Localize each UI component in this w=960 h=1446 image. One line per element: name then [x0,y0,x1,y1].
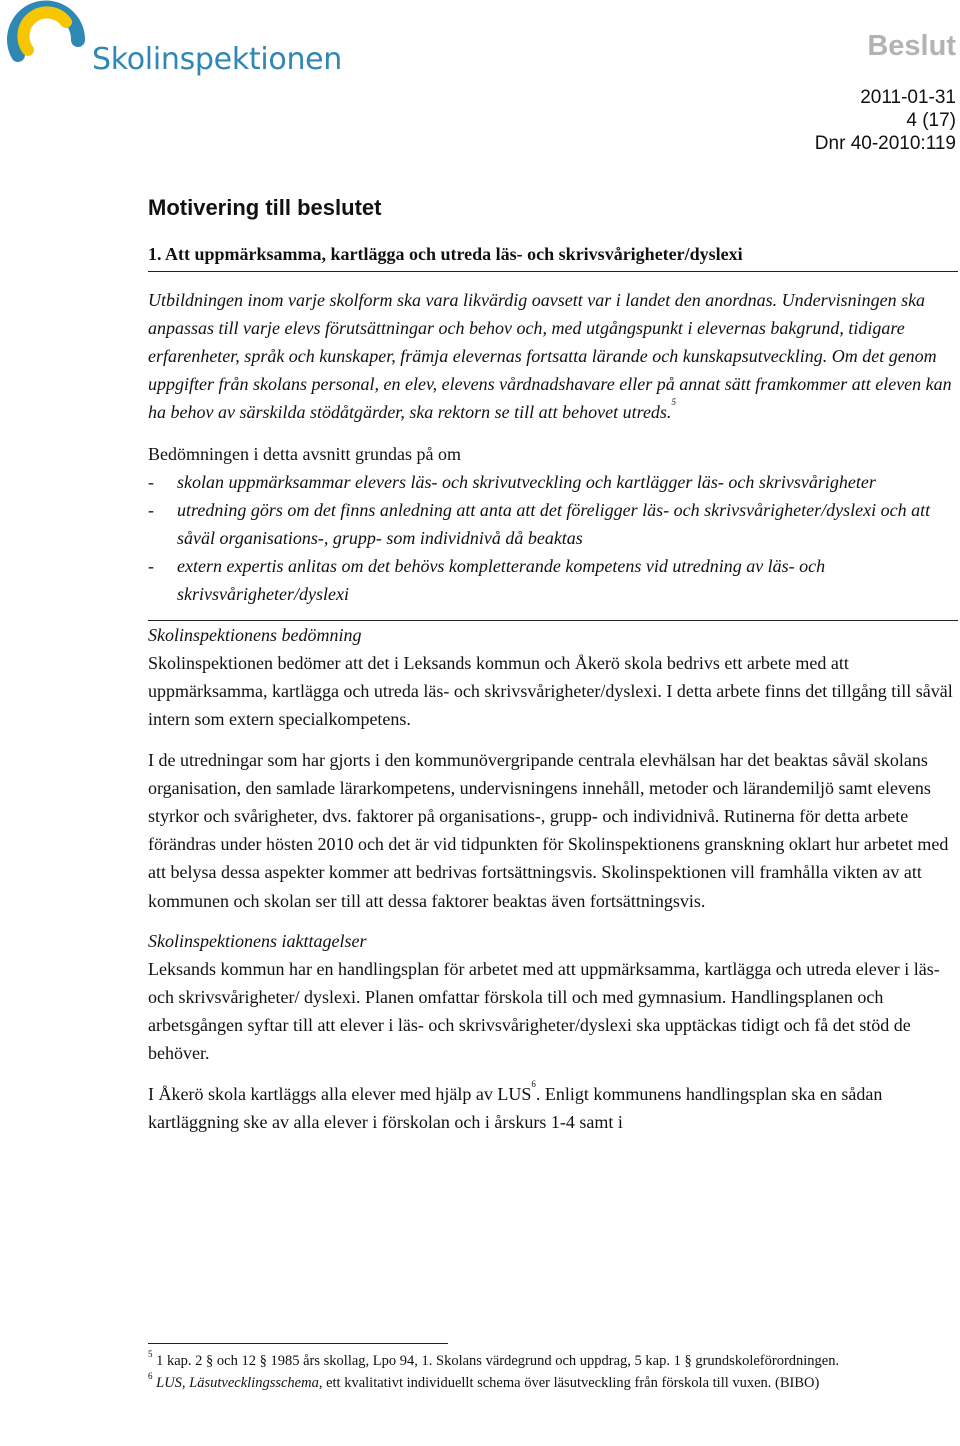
criteria-block [148,286,958,608]
document-date: 2011-01-31 [860,87,956,108]
footnotes [148,1343,958,1394]
section-heading: 1. Att uppmärksamma, kartlägga och utreda läs- och skrivsvårigheter/dyslexi [148,240,958,272]
page-number: 4 (17) [906,110,956,131]
logo-mark-icon [6,0,92,86]
registration-number: Dnr 40-2010:119 [814,133,956,154]
observations-paragraph: Leksands kommun har en handlingsplan för arbetet med att uppmärksamma, kartlägga och utreda elever i läs- och skrivsvårigheter/ dyslexi. Planen omfattar förskola till och med gymnasium. Handlingsplanen och arbetsgången syftar till att elever i läs- och skrivsvårigheter/dyslexi ska upptäckas tidigt och få det stöd de behöver. [148,958,940,1064]
page-title: Motivering till beslutet [148,195,382,220]
criteria-list [148,468,958,608]
document-type: Beslut [867,30,956,62]
list-item: - skolan uppmärksammar elevers läs- och skrivutveckling och kartlägger läs- och skrivsvårigheter [148,468,958,496]
list-item: - extern expertis anlitas om det behövs kompletterande kompetens vid utredning av läs- och skrivsvårigheter/dyslexi [148,552,958,608]
main-content [148,190,958,1136]
skolinspektionen-logo [6,0,343,86]
document-meta [815,86,956,155]
observations-heading: Skolinspektionens iakttagelser [148,930,367,951]
assessment-heading: Skolinspektionens bedömning [148,625,362,645]
assessment-paragraph: Skolinspektionen bedömer att det i Leksands kommun och Åkerö skola bedrivs ett arbete med att uppmärksamma, kartlägga och utreda läs- och skrivsvårigheter/dyslexi. I detta arbete finns det tillgång till såväl intern som extern specialkompetens. [148,653,953,730]
footnote: $^6$ LUS, Läsutvecklingsschema, ett kvalitativt individuellt schema över läsutveckling från förskola till vuxen. (BIBO) [148,1371,820,1391]
list-item: - utredning görs om det finns anledning att anta att det föreligger läs- och skrivsvårigheter/dyslexi och att såväl organisations-, grupp- som individnivå då beaktas [148,496,958,552]
criteria-paragraph: Utbildningen inom varje skolform ska vara likvärdig oavsett var i landet den anordnas. Undervisningen ska anpassas till varje elevs förutsättningar och behov och, med utgångspunkt i elevernas bakgrund, tidigare erfarenheter, språk och kunskaper, främja elevernas fortsatta lärande och kunskapsutveckling. Om det genom uppgifter från skolans personal, en elev, elevens vårdnadshavare eller på annat sätt framkommer att eleven kan ha behov av särskilda stödåtgärder, ska rektorn se till att behovet utreds.$^5$ [148,290,952,422]
footnote-ref: 6 [531,1078,536,1089]
logo-text: Skolinspektionen [92,42,343,77]
observations-paragraph: I Åkerö skola kartläggs alla elever med hjälp av LUS$^6$. Enligt kommunens handlingsplan ska en sådan kartläggning ske av alla elever i förskolan och i årskurs 1-4 samt i [148,1078,883,1132]
footnote: $^5$ 1 kap. 2 § och 12 § 1985 års skollag, Lpo 94, 1. Skolans värdegrund och uppdrag, 5 kap. 1 § grundskoleförordningen. [148,1349,840,1369]
basis-lead: Bedömningen i detta avsnitt grundas på om [148,444,461,464]
assessment-paragraph: I de utredningar som har gjorts i den kommunövergripande centrala elevhälsan har det beaktas såväl skolans organisation, den samlade lärarkompetens, undervisningens innehåll, metoder och lärandemiljö samt elevens styrkor och svårigheter, dvs. faktorer på organisations-, grupp- och individnivå. Rutinerna för detta arbete förändras under hösten 2010 och det är vid tidpunkten för Skolinspektionens granskning oklart hur arbetet med att belysa dessa aspekter kommer att bedrivas fortsättningsvis. Skolinspektionen vill framhålla vikten av att kommunen och skolan ser till att dessa faktorer beaktas även fortsättningsvis. [148,749,949,911]
footnote-divider [148,1343,448,1344]
footnote-ref: 5 [671,397,676,407]
